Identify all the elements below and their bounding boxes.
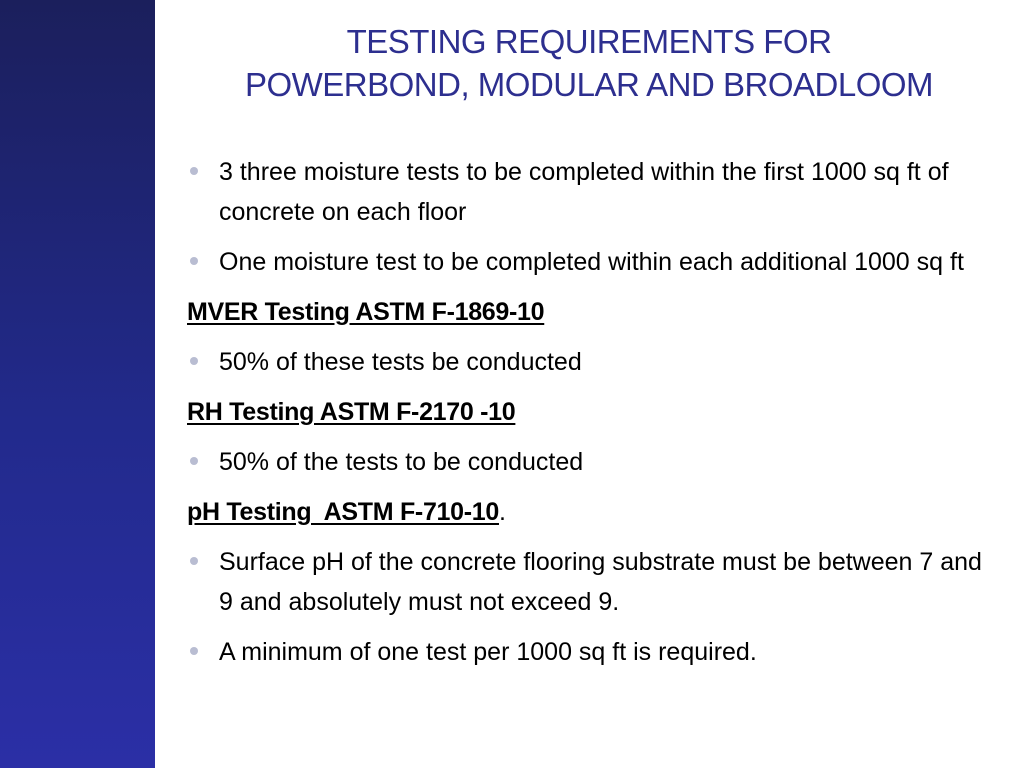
bullet-dot-icon bbox=[190, 647, 198, 655]
bullet-item bbox=[187, 342, 997, 382]
bullet-dot-icon bbox=[190, 257, 198, 265]
heading-text: MVER Testing ASTM F-1869-10 bbox=[187, 298, 545, 326]
bullet-item bbox=[187, 242, 997, 282]
heading-text: RH Testing ASTM F-2170 -10 bbox=[187, 398, 516, 426]
section-heading-mver bbox=[187, 292, 997, 332]
bullet-text: 3 three moisture tests to be completed within the first 1000 sq ft of concrete on each floor bbox=[219, 158, 949, 226]
slide-title bbox=[160, 20, 1018, 106]
slide-body bbox=[187, 152, 997, 682]
sidebar-gradient-panel bbox=[0, 0, 155, 768]
bullet-text: 50% of these tests be conducted bbox=[219, 348, 582, 376]
bullet-text: 50% of the tests to be conducted bbox=[219, 448, 584, 476]
bullet-dot-icon bbox=[190, 457, 198, 465]
bullet-dot-icon bbox=[190, 167, 198, 175]
bullet-dot-icon bbox=[190, 357, 198, 365]
section-heading-ph bbox=[187, 492, 997, 532]
heading-suffix: . bbox=[498, 498, 506, 526]
bullet-item bbox=[187, 152, 997, 232]
section-heading-rh bbox=[187, 392, 997, 432]
bullet-item bbox=[187, 632, 997, 672]
slide-title-line-1: TESTING REQUIREMENTS FOR bbox=[346, 23, 832, 60]
heading-text: pH Testing ASTM F-710-10 bbox=[187, 498, 499, 526]
bullet-dot-icon bbox=[190, 557, 198, 565]
bullet-item bbox=[187, 542, 997, 622]
bullet-text: One moisture test to be completed within each additional 1000 sq ft bbox=[219, 248, 964, 276]
bullet-text: Surface pH of the concrete flooring substrate must be between 7 and 9 and absolutely must not exceed 9. bbox=[219, 548, 982, 616]
slide-title-line-2: POWERBOND, MODULAR AND BROADLOOM bbox=[244, 66, 934, 103]
bullet-item bbox=[187, 442, 997, 482]
bullet-text: A minimum of one test per 1000 sq ft is required. bbox=[219, 638, 757, 666]
